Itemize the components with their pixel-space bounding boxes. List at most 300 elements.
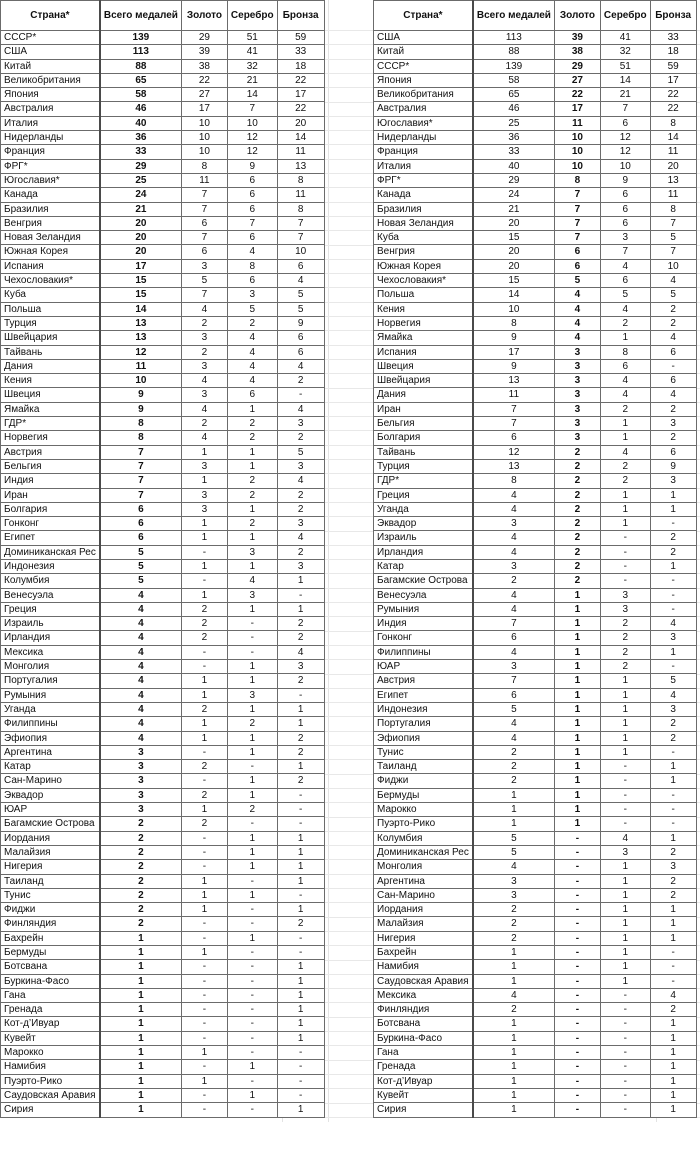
cell-bronze[interactable]: 1 (277, 960, 324, 974)
cell-silver[interactable]: 1 (227, 559, 277, 573)
cell-gold[interactable]: 1 (554, 774, 600, 788)
cell-gold[interactable]: 1 (554, 702, 600, 716)
cell-silver[interactable]: 1 (600, 731, 650, 745)
cell-gold[interactable]: 6 (181, 245, 227, 259)
cell-bronze[interactable]: 1 (277, 760, 324, 774)
cell-gold[interactable]: 4 (554, 331, 600, 345)
cell-total[interactable]: 7 (473, 417, 555, 431)
cell-silver[interactable]: - (227, 817, 277, 831)
cell-country[interactable]: Филиппины (374, 645, 473, 659)
cell-country[interactable]: Буркина-Фасо (374, 1031, 473, 1045)
cell-gold[interactable]: 4 (181, 374, 227, 388)
cell-gold[interactable]: 2 (181, 316, 227, 330)
cell-bronze[interactable]: 2 (650, 845, 696, 859)
cell-silver[interactable]: 2 (227, 417, 277, 431)
cell-gold[interactable]: 1 (554, 602, 600, 616)
cell-total[interactable]: 29 (100, 159, 182, 173)
cell-silver[interactable]: 1 (227, 1088, 277, 1102)
cell-bronze[interactable]: 1 (277, 988, 324, 1002)
cell-country[interactable]: Бразилия (374, 202, 473, 216)
cell-total[interactable]: 7 (473, 617, 555, 631)
cell-gold[interactable]: 3 (181, 331, 227, 345)
cell-bronze[interactable]: 5 (277, 445, 324, 459)
cell-country[interactable]: Индонезия (374, 702, 473, 716)
cell-gold[interactable]: 1 (181, 888, 227, 902)
cell-country[interactable]: Болгария (1, 502, 100, 516)
cell-country[interactable]: Венгрия (1, 216, 100, 230)
cell-silver[interactable]: - (600, 1060, 650, 1074)
cell-bronze[interactable]: - (277, 817, 324, 831)
cell-silver[interactable]: 1 (600, 517, 650, 531)
cell-country[interactable]: Нигерия (374, 931, 473, 945)
cell-total[interactable]: 4 (100, 731, 182, 745)
cell-gold[interactable]: 2 (554, 502, 600, 516)
cell-gold[interactable]: 1 (181, 674, 227, 688)
cell-bronze[interactable]: 11 (277, 188, 324, 202)
cell-country[interactable]: Египет (1, 531, 100, 545)
cell-country[interactable]: ФРГ* (374, 173, 473, 187)
cell-gold[interactable]: - (181, 988, 227, 1002)
cell-gold[interactable]: 1 (181, 1046, 227, 1060)
cell-total[interactable]: 6 (473, 688, 555, 702)
header-silver[interactable]: Серебро (227, 1, 277, 31)
cell-gold[interactable]: 8 (181, 159, 227, 173)
cell-country[interactable]: Греция (374, 488, 473, 502)
cell-gold[interactable]: 6 (554, 245, 600, 259)
cell-country[interactable]: Иран (1, 488, 100, 502)
cell-bronze[interactable]: 2 (277, 545, 324, 559)
cell-gold[interactable]: 2 (181, 417, 227, 431)
cell-total[interactable]: 10 (100, 374, 182, 388)
cell-silver[interactable]: 12 (600, 131, 650, 145)
cell-country[interactable]: Багамские Острова (374, 574, 473, 588)
cell-total[interactable]: 1 (473, 1060, 555, 1074)
cell-country[interactable]: Кения (374, 302, 473, 316)
cell-bronze[interactable]: 1 (277, 1003, 324, 1017)
cell-gold[interactable]: 2 (554, 517, 600, 531)
cell-gold[interactable]: 1 (181, 803, 227, 817)
cell-total[interactable]: 20 (100, 245, 182, 259)
cell-total[interactable]: 1 (100, 960, 182, 974)
cell-country[interactable]: Швеция (1, 388, 100, 402)
cell-silver[interactable]: - (227, 960, 277, 974)
cell-gold[interactable]: 1 (554, 788, 600, 802)
cell-gold[interactable]: 4 (554, 288, 600, 302)
cell-bronze[interactable]: 22 (650, 88, 696, 102)
cell-total[interactable]: 2 (473, 760, 555, 774)
cell-gold[interactable]: 7 (554, 231, 600, 245)
cell-country[interactable]: Нидерланды (374, 131, 473, 145)
cell-bronze[interactable]: 33 (277, 45, 324, 59)
cell-country[interactable]: Пуэрто-Рико (374, 817, 473, 831)
cell-total[interactable]: 4 (100, 674, 182, 688)
cell-gold[interactable]: 3 (181, 502, 227, 516)
cell-gold[interactable]: 3 (554, 417, 600, 431)
cell-total[interactable]: 4 (100, 660, 182, 674)
cell-total[interactable]: 6 (100, 531, 182, 545)
cell-country[interactable]: Мексика (374, 988, 473, 1002)
cell-gold[interactable]: 7 (181, 188, 227, 202)
cell-country[interactable]: ГДР* (374, 474, 473, 488)
cell-total[interactable]: 1 (473, 946, 555, 960)
cell-country[interactable]: Кувейт (1, 1031, 100, 1045)
cell-silver[interactable]: 6 (227, 202, 277, 216)
cell-country[interactable]: Гренада (374, 1060, 473, 1074)
cell-country[interactable]: Малайзия (1, 845, 100, 859)
cell-total[interactable]: 1 (473, 1074, 555, 1088)
cell-country[interactable]: Финляндия (1, 917, 100, 931)
cell-bronze[interactable]: 1 (277, 574, 324, 588)
cell-silver[interactable]: 4 (227, 345, 277, 359)
cell-gold[interactable]: 11 (554, 116, 600, 130)
cell-country[interactable]: Польша (1, 302, 100, 316)
cell-bronze[interactable]: 2 (650, 302, 696, 316)
cell-gold[interactable]: 1 (181, 874, 227, 888)
cell-total[interactable]: 7 (473, 402, 555, 416)
cell-bronze[interactable]: 4 (650, 274, 696, 288)
cell-silver[interactable]: 1 (227, 1060, 277, 1074)
cell-bronze[interactable]: 4 (277, 402, 324, 416)
cell-silver[interactable]: 1 (600, 488, 650, 502)
cell-total[interactable]: 4 (100, 717, 182, 731)
cell-bronze[interactable]: 11 (277, 145, 324, 159)
cell-country[interactable]: Индия (374, 617, 473, 631)
cell-country[interactable]: Ямайка (1, 402, 100, 416)
cell-bronze[interactable]: 1 (650, 760, 696, 774)
cell-total[interactable]: 9 (473, 359, 555, 373)
cell-bronze[interactable]: 1 (650, 774, 696, 788)
cell-silver[interactable]: - (227, 1031, 277, 1045)
cell-total[interactable]: 40 (473, 159, 555, 173)
cell-bronze[interactable]: 4 (650, 617, 696, 631)
cell-bronze[interactable]: 5 (277, 302, 324, 316)
cell-bronze[interactable]: 9 (650, 459, 696, 473)
cell-gold[interactable]: 10 (554, 131, 600, 145)
cell-bronze[interactable]: 2 (650, 731, 696, 745)
cell-gold[interactable]: 5 (181, 274, 227, 288)
cell-country[interactable]: Иордания (1, 831, 100, 845)
cell-total[interactable]: 7 (100, 474, 182, 488)
cell-country[interactable]: ЮАР (1, 803, 100, 817)
cell-silver[interactable]: 8 (600, 345, 650, 359)
cell-gold[interactable]: 22 (181, 73, 227, 87)
cell-total[interactable]: 2 (100, 917, 182, 931)
cell-bronze[interactable]: 1 (650, 1088, 696, 1102)
cell-country[interactable]: Тайвань (374, 445, 473, 459)
cell-bronze[interactable]: 1 (277, 1103, 324, 1117)
cell-country[interactable]: Сан-Марино (374, 888, 473, 902)
cell-total[interactable]: 7 (100, 445, 182, 459)
cell-gold[interactable]: 29 (554, 59, 600, 73)
cell-gold[interactable]: 2 (181, 788, 227, 802)
cell-total[interactable]: 15 (473, 274, 555, 288)
cell-bronze[interactable]: - (650, 803, 696, 817)
cell-silver[interactable]: 41 (227, 45, 277, 59)
cell-country[interactable]: Бахрейн (374, 946, 473, 960)
cell-gold[interactable]: 2 (181, 602, 227, 616)
cell-total[interactable]: 13 (100, 331, 182, 345)
cell-bronze[interactable]: 1 (277, 860, 324, 874)
cell-total[interactable]: 88 (100, 59, 182, 73)
cell-total[interactable]: 3 (100, 788, 182, 802)
header-gold[interactable]: Золото (181, 1, 227, 31)
cell-gold[interactable]: 1 (181, 731, 227, 745)
cell-gold[interactable]: - (181, 645, 227, 659)
cell-country[interactable]: Турция (374, 459, 473, 473)
cell-country[interactable]: Индия (1, 474, 100, 488)
cell-bronze[interactable]: 14 (277, 131, 324, 145)
cell-bronze[interactable]: 1 (277, 717, 324, 731)
cell-silver[interactable]: - (600, 760, 650, 774)
cell-bronze[interactable]: 1 (650, 917, 696, 931)
cell-silver[interactable]: - (227, 1103, 277, 1117)
cell-country[interactable]: Италия (374, 159, 473, 173)
cell-country[interactable]: Кот-д’Ивуар (1, 1017, 100, 1031)
cell-bronze[interactable]: 4 (277, 645, 324, 659)
cell-bronze[interactable]: 2 (650, 316, 696, 330)
cell-bronze[interactable]: 1 (277, 1017, 324, 1031)
cell-gold[interactable]: - (554, 917, 600, 931)
cell-bronze[interactable]: 8 (650, 202, 696, 216)
cell-gold[interactable]: 2 (181, 617, 227, 631)
cell-country[interactable]: Фиджи (1, 903, 100, 917)
cell-country[interactable]: Мексика (1, 645, 100, 659)
cell-gold[interactable]: - (554, 988, 600, 1002)
cell-gold[interactable]: - (554, 1031, 600, 1045)
cell-gold[interactable]: 11 (181, 173, 227, 187)
cell-silver[interactable]: 4 (600, 302, 650, 316)
cell-gold[interactable]: 2 (554, 459, 600, 473)
cell-total[interactable]: 4 (100, 702, 182, 716)
cell-total[interactable]: 1 (473, 1017, 555, 1031)
cell-gold[interactable]: 1 (554, 760, 600, 774)
cell-total[interactable]: 4 (100, 688, 182, 702)
cell-country[interactable]: Египет (374, 688, 473, 702)
cell-silver[interactable]: 1 (227, 788, 277, 802)
cell-country[interactable]: Бермуды (1, 946, 100, 960)
cell-silver[interactable]: 10 (227, 116, 277, 130)
cell-silver[interactable]: 1 (227, 860, 277, 874)
cell-bronze[interactable]: 1 (277, 845, 324, 859)
cell-gold[interactable]: 4 (181, 431, 227, 445)
cell-bronze[interactable]: 5 (277, 288, 324, 302)
cell-total[interactable]: 3 (100, 803, 182, 817)
cell-total[interactable]: 58 (473, 73, 555, 87)
cell-total[interactable]: 13 (473, 459, 555, 473)
cell-gold[interactable]: 17 (181, 102, 227, 116)
cell-total[interactable]: 46 (100, 102, 182, 116)
cell-total[interactable]: 40 (100, 116, 182, 130)
cell-total[interactable]: 8 (473, 316, 555, 330)
cell-country[interactable]: Венгрия (374, 245, 473, 259)
cell-total[interactable]: 36 (100, 131, 182, 145)
cell-silver[interactable]: 4 (600, 831, 650, 845)
cell-gold[interactable]: - (554, 1088, 600, 1102)
cell-gold[interactable]: 1 (181, 559, 227, 573)
cell-bronze[interactable]: - (277, 388, 324, 402)
cell-gold[interactable]: 7 (181, 202, 227, 216)
cell-total[interactable]: 6 (473, 631, 555, 645)
cell-bronze[interactable]: 1 (650, 903, 696, 917)
cell-bronze[interactable]: 2 (277, 917, 324, 931)
cell-bronze[interactable]: 59 (277, 31, 324, 45)
cell-country[interactable]: Катар (1, 760, 100, 774)
cell-total[interactable]: 139 (100, 31, 182, 45)
cell-silver[interactable]: 2 (227, 717, 277, 731)
cell-bronze[interactable]: 4 (650, 331, 696, 345)
cell-country[interactable]: Австралия (374, 102, 473, 116)
cell-bronze[interactable]: 2 (650, 874, 696, 888)
cell-silver[interactable]: 7 (227, 216, 277, 230)
cell-silver[interactable]: 2 (600, 474, 650, 488)
cell-bronze[interactable]: 5 (650, 674, 696, 688)
cell-total[interactable]: 20 (473, 259, 555, 273)
cell-country[interactable]: Румыния (374, 602, 473, 616)
cell-gold[interactable]: 5 (554, 274, 600, 288)
cell-silver[interactable]: 1 (600, 431, 650, 445)
cell-bronze[interactable]: - (277, 1074, 324, 1088)
cell-bronze[interactable]: 7 (277, 231, 324, 245)
cell-silver[interactable]: - (227, 631, 277, 645)
cell-bronze[interactable]: 2 (277, 431, 324, 445)
cell-gold[interactable]: 10 (181, 116, 227, 130)
cell-total[interactable]: 11 (100, 359, 182, 373)
cell-country[interactable]: СССР* (374, 59, 473, 73)
cell-gold[interactable]: 27 (554, 73, 600, 87)
cell-bronze[interactable]: - (277, 1060, 324, 1074)
cell-bronze[interactable]: 6 (277, 331, 324, 345)
cell-gold[interactable]: 3 (554, 388, 600, 402)
cell-silver[interactable]: 2 (227, 803, 277, 817)
cell-bronze[interactable]: - (650, 745, 696, 759)
cell-silver[interactable]: 4 (227, 331, 277, 345)
cell-total[interactable]: 2 (100, 817, 182, 831)
cell-bronze[interactable]: 2 (277, 774, 324, 788)
cell-bronze[interactable]: 1 (650, 1031, 696, 1045)
cell-total[interactable]: 14 (100, 302, 182, 316)
cell-total[interactable]: 8 (100, 417, 182, 431)
cell-country[interactable]: Италия (1, 116, 100, 130)
cell-gold[interactable]: 7 (181, 288, 227, 302)
cell-bronze[interactable]: 10 (277, 245, 324, 259)
cell-silver[interactable]: 2 (600, 645, 650, 659)
cell-total[interactable]: 4 (473, 717, 555, 731)
cell-total[interactable]: 4 (473, 645, 555, 659)
cell-country[interactable]: Ирландия (1, 631, 100, 645)
cell-country[interactable]: Болгария (374, 431, 473, 445)
cell-gold[interactable]: 2 (554, 531, 600, 545)
cell-silver[interactable]: 32 (600, 45, 650, 59)
cell-bronze[interactable]: 6 (650, 345, 696, 359)
cell-country[interactable]: Малайзия (374, 917, 473, 931)
cell-country[interactable]: ЮАР (374, 660, 473, 674)
cell-country[interactable]: Греция (1, 602, 100, 616)
cell-silver[interactable]: 21 (600, 88, 650, 102)
cell-country[interactable]: Швейцария (1, 331, 100, 345)
cell-country[interactable]: Чехословакия* (374, 274, 473, 288)
cell-country[interactable]: Новая Зеландия (374, 216, 473, 230)
cell-silver[interactable]: - (600, 1003, 650, 1017)
cell-silver[interactable]: 1 (227, 531, 277, 545)
cell-total[interactable]: 13 (473, 374, 555, 388)
cell-total[interactable]: 2 (473, 1003, 555, 1017)
cell-country[interactable]: Куба (374, 231, 473, 245)
cell-gold[interactable]: - (554, 1103, 600, 1117)
cell-total[interactable]: 5 (100, 574, 182, 588)
cell-bronze[interactable]: 2 (650, 545, 696, 559)
cell-total[interactable]: 21 (473, 202, 555, 216)
cell-gold[interactable]: 7 (554, 188, 600, 202)
cell-silver[interactable]: 41 (600, 31, 650, 45)
header-bronze[interactable]: Бронза (650, 1, 696, 31)
cell-gold[interactable]: 1 (554, 745, 600, 759)
cell-country[interactable]: Катар (374, 559, 473, 573)
cell-silver[interactable]: 3 (227, 545, 277, 559)
header-bronze[interactable]: Бронза (277, 1, 324, 31)
cell-silver[interactable]: 1 (227, 745, 277, 759)
cell-bronze[interactable]: 3 (650, 860, 696, 874)
cell-silver[interactable]: 2 (227, 474, 277, 488)
cell-silver[interactable]: 1 (227, 931, 277, 945)
cell-total[interactable]: 1 (100, 1003, 182, 1017)
cell-silver[interactable]: 1 (227, 731, 277, 745)
cell-total[interactable]: 20 (100, 216, 182, 230)
cell-gold[interactable]: 10 (554, 159, 600, 173)
cell-silver[interactable]: 1 (600, 888, 650, 902)
cell-silver[interactable]: 2 (227, 517, 277, 531)
cell-total[interactable]: 4 (100, 631, 182, 645)
cell-gold[interactable]: 22 (554, 88, 600, 102)
cell-bronze[interactable]: 1 (650, 1103, 696, 1117)
cell-bronze[interactable]: 3 (277, 559, 324, 573)
cell-country[interactable]: Бермуды (374, 788, 473, 802)
header-silver[interactable]: Серебро (600, 1, 650, 31)
cell-country[interactable]: Аргентина (374, 874, 473, 888)
cell-gold[interactable]: 1 (181, 717, 227, 731)
cell-gold[interactable]: - (554, 903, 600, 917)
cell-silver[interactable]: 4 (600, 388, 650, 402)
cell-gold[interactable]: 4 (554, 316, 600, 330)
cell-bronze[interactable]: 13 (277, 159, 324, 173)
cell-bronze[interactable]: 4 (277, 359, 324, 373)
cell-silver[interactable]: 7 (600, 245, 650, 259)
cell-gold[interactable]: 29 (181, 31, 227, 45)
cell-silver[interactable]: 1 (600, 946, 650, 960)
cell-silver[interactable]: - (600, 774, 650, 788)
cell-bronze[interactable]: 11 (650, 145, 696, 159)
cell-gold[interactable]: 8 (554, 173, 600, 187)
cell-silver[interactable]: 1 (600, 917, 650, 931)
cell-country[interactable]: Китай (1, 59, 100, 73)
cell-gold[interactable]: - (554, 1074, 600, 1088)
cell-bronze[interactable]: 6 (277, 345, 324, 359)
cell-gold[interactable]: - (554, 1017, 600, 1031)
cell-total[interactable]: 1 (473, 788, 555, 802)
cell-bronze[interactable]: 1 (650, 1017, 696, 1031)
cell-total[interactable]: 58 (100, 88, 182, 102)
cell-country[interactable]: Австрия (1, 445, 100, 459)
cell-bronze[interactable]: - (650, 960, 696, 974)
cell-total[interactable]: 3 (473, 559, 555, 573)
cell-bronze[interactable]: - (650, 517, 696, 531)
cell-bronze[interactable]: 2 (277, 488, 324, 502)
cell-gold[interactable]: 1 (554, 617, 600, 631)
cell-silver[interactable]: - (600, 817, 650, 831)
cell-country[interactable]: Иордания (374, 903, 473, 917)
cell-total[interactable]: 4 (473, 988, 555, 1002)
cell-total[interactable]: 21 (100, 202, 182, 216)
cell-total[interactable]: 20 (473, 245, 555, 259)
